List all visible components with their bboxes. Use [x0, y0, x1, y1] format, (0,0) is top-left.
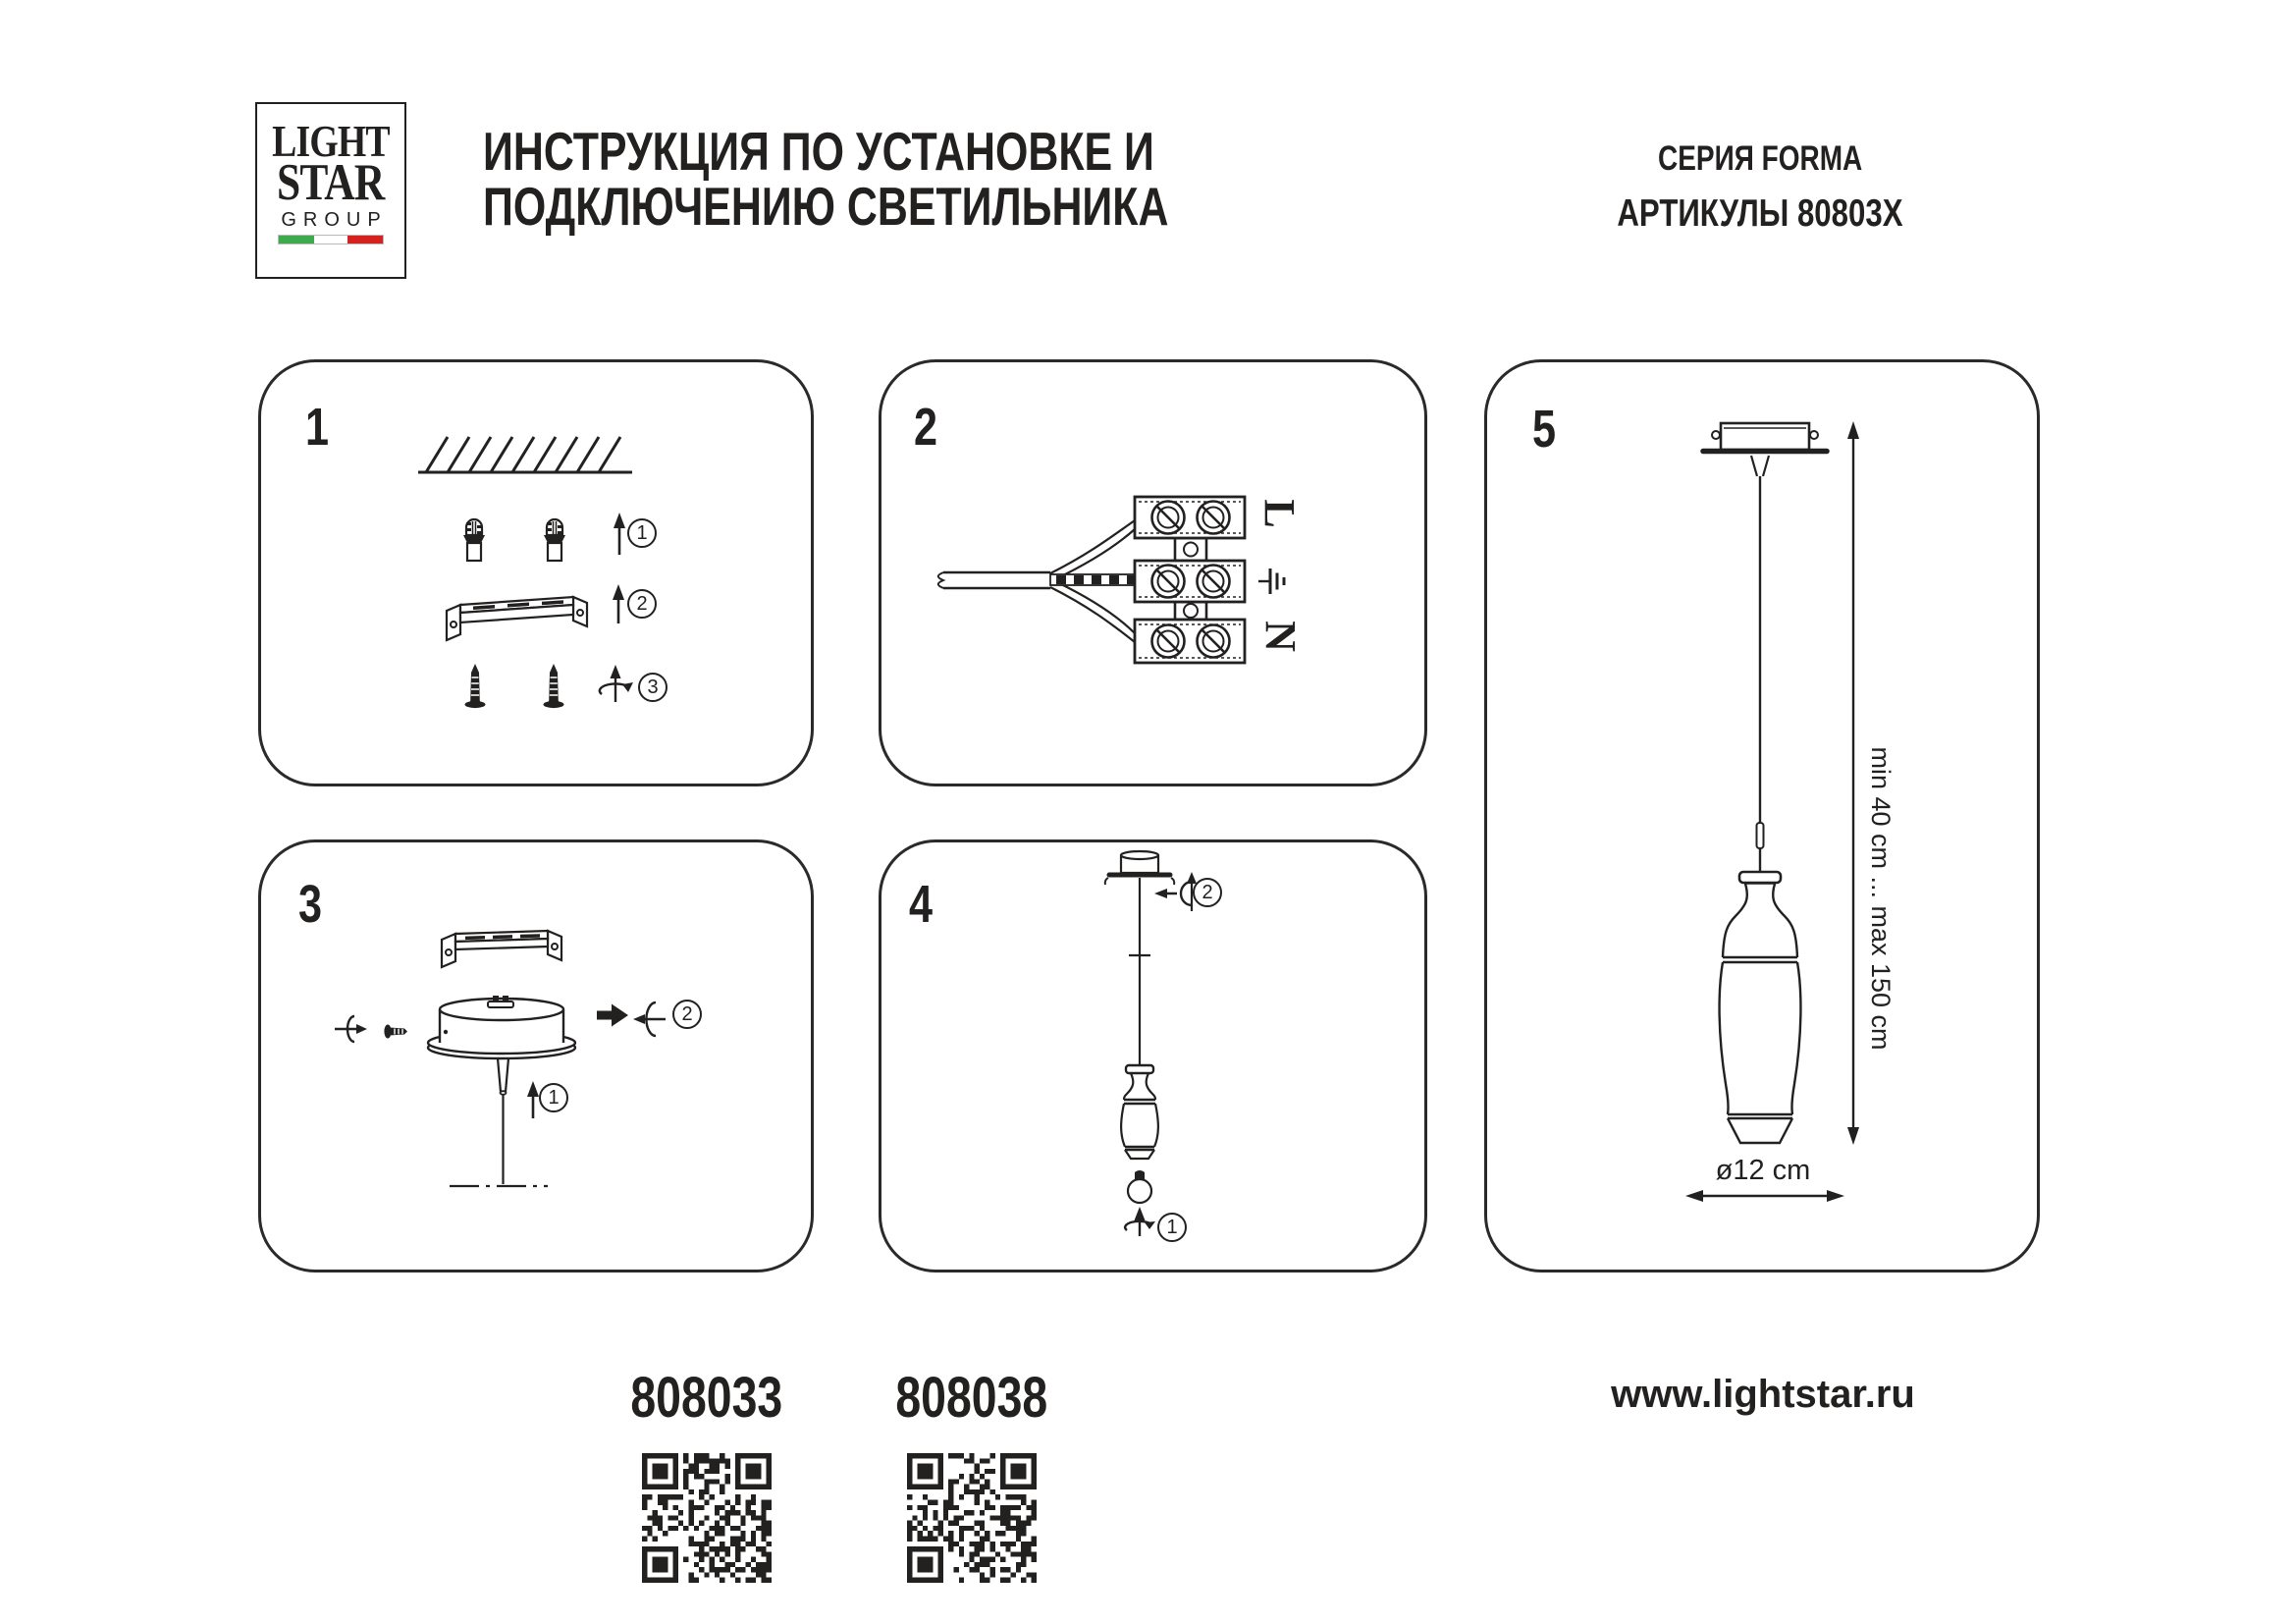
rotate-arrow-icon — [600, 665, 633, 702]
width-dimension-arrow — [1685, 1190, 1844, 1202]
pendant-shade-icon — [1121, 1065, 1158, 1159]
rotate-arrow-icon — [1154, 872, 1197, 911]
mounting-bracket-icon — [447, 597, 587, 640]
flag-red — [347, 236, 383, 244]
insert-arrow-icon — [614, 513, 625, 555]
step-5-number: 5 — [1532, 400, 1557, 459]
logo-word-group: GROUP — [281, 209, 388, 231]
callout-2: 2 — [1193, 878, 1222, 907]
flag-white — [314, 236, 347, 244]
callout-2: 2 — [627, 589, 657, 619]
step-2-drawing — [881, 362, 1424, 784]
article-number-2: 808038 — [895, 1366, 1048, 1430]
height-dimension-label: min 40 cm ... max 150 cm — [1866, 746, 1896, 1051]
rotate-arrow-icon — [335, 1016, 367, 1042]
screw-icon — [465, 664, 486, 708]
series-label: СЕРИЯ FORMA — [1657, 139, 1863, 178]
canopy-icon — [1703, 423, 1827, 452]
step-3-number: 3 — [298, 875, 323, 934]
step-1-panel — [258, 359, 814, 786]
rotate-arrow-icon — [1125, 1207, 1155, 1236]
callout-2: 2 — [672, 1000, 702, 1029]
mounting-bracket-icon — [442, 931, 561, 967]
diameter-dimension-label: ø12 cm — [1715, 1155, 1811, 1186]
italian-flag-icon — [278, 235, 384, 244]
step-5-drawing — [1487, 362, 2037, 1270]
step-4-panel — [879, 839, 1427, 1272]
suspension-cord-icon — [1129, 878, 1150, 1065]
logo-word-light: LIGHT — [272, 116, 390, 166]
callout-1: 1 — [627, 518, 657, 548]
flag-green — [279, 236, 314, 244]
insert-arrow-icon — [613, 584, 624, 623]
step-3-panel — [258, 839, 814, 1272]
suspension-cord-icon — [1751, 456, 1769, 871]
rotate-arrow-icon — [633, 1002, 666, 1036]
step-4-drawing — [881, 842, 1424, 1270]
website-link: www.lightstar.ru — [1611, 1373, 1915, 1416]
screw-icon — [544, 664, 564, 708]
step-2-panel — [879, 359, 1427, 786]
neutral-wire-label: N — [1256, 621, 1306, 652]
articles-label: АРТИКУЛЫ 80803X — [1617, 192, 1903, 235]
page-title-line2: ПОДКЛЮЧЕНИЮ СВЕТИЛЬНИКА — [483, 176, 1169, 237]
wall-anchor-icon — [544, 519, 565, 561]
attach-arrow-icon — [597, 1004, 628, 1027]
height-dimension-arrow — [1847, 421, 1859, 1145]
step-1-number: 1 — [305, 398, 330, 457]
step-1-drawing — [261, 362, 811, 784]
insert-arrow-icon — [527, 1081, 539, 1118]
page-title-line1: ИНСТРУКЦИЯ ПО УСТАНОВКЕ И — [483, 121, 1154, 182]
screw-icon — [384, 1025, 407, 1039]
step-4-number: 4 — [909, 875, 934, 934]
qr-code-808033 — [642, 1453, 772, 1583]
step-5-panel — [1484, 359, 2040, 1272]
ground-symbol-icon — [1258, 568, 1284, 594]
pendant-shade-icon — [1720, 872, 1801, 1143]
power-cable-icon — [938, 520, 1135, 642]
logo-word-star: STAR — [277, 154, 385, 211]
callout-3: 3 — [638, 673, 667, 702]
wall-anchor-icon — [463, 519, 485, 561]
qr-code-808038 — [907, 1453, 1037, 1583]
terminal-block-icon — [1135, 497, 1245, 663]
article-number-1: 808033 — [630, 1366, 783, 1430]
lightstar-logo — [255, 102, 406, 279]
callout-1: 1 — [539, 1083, 568, 1112]
page-title — [483, 121, 1362, 237]
bulb-icon — [1128, 1170, 1151, 1203]
pendant-stem-icon — [498, 1058, 508, 1184]
callout-1: 1 — [1157, 1213, 1187, 1242]
step-3-drawing — [261, 842, 811, 1270]
canopy-icon — [428, 996, 575, 1058]
ceiling-hatch — [418, 437, 632, 472]
live-wire-label: L — [1255, 499, 1305, 528]
step-2-number: 2 — [914, 398, 938, 457]
